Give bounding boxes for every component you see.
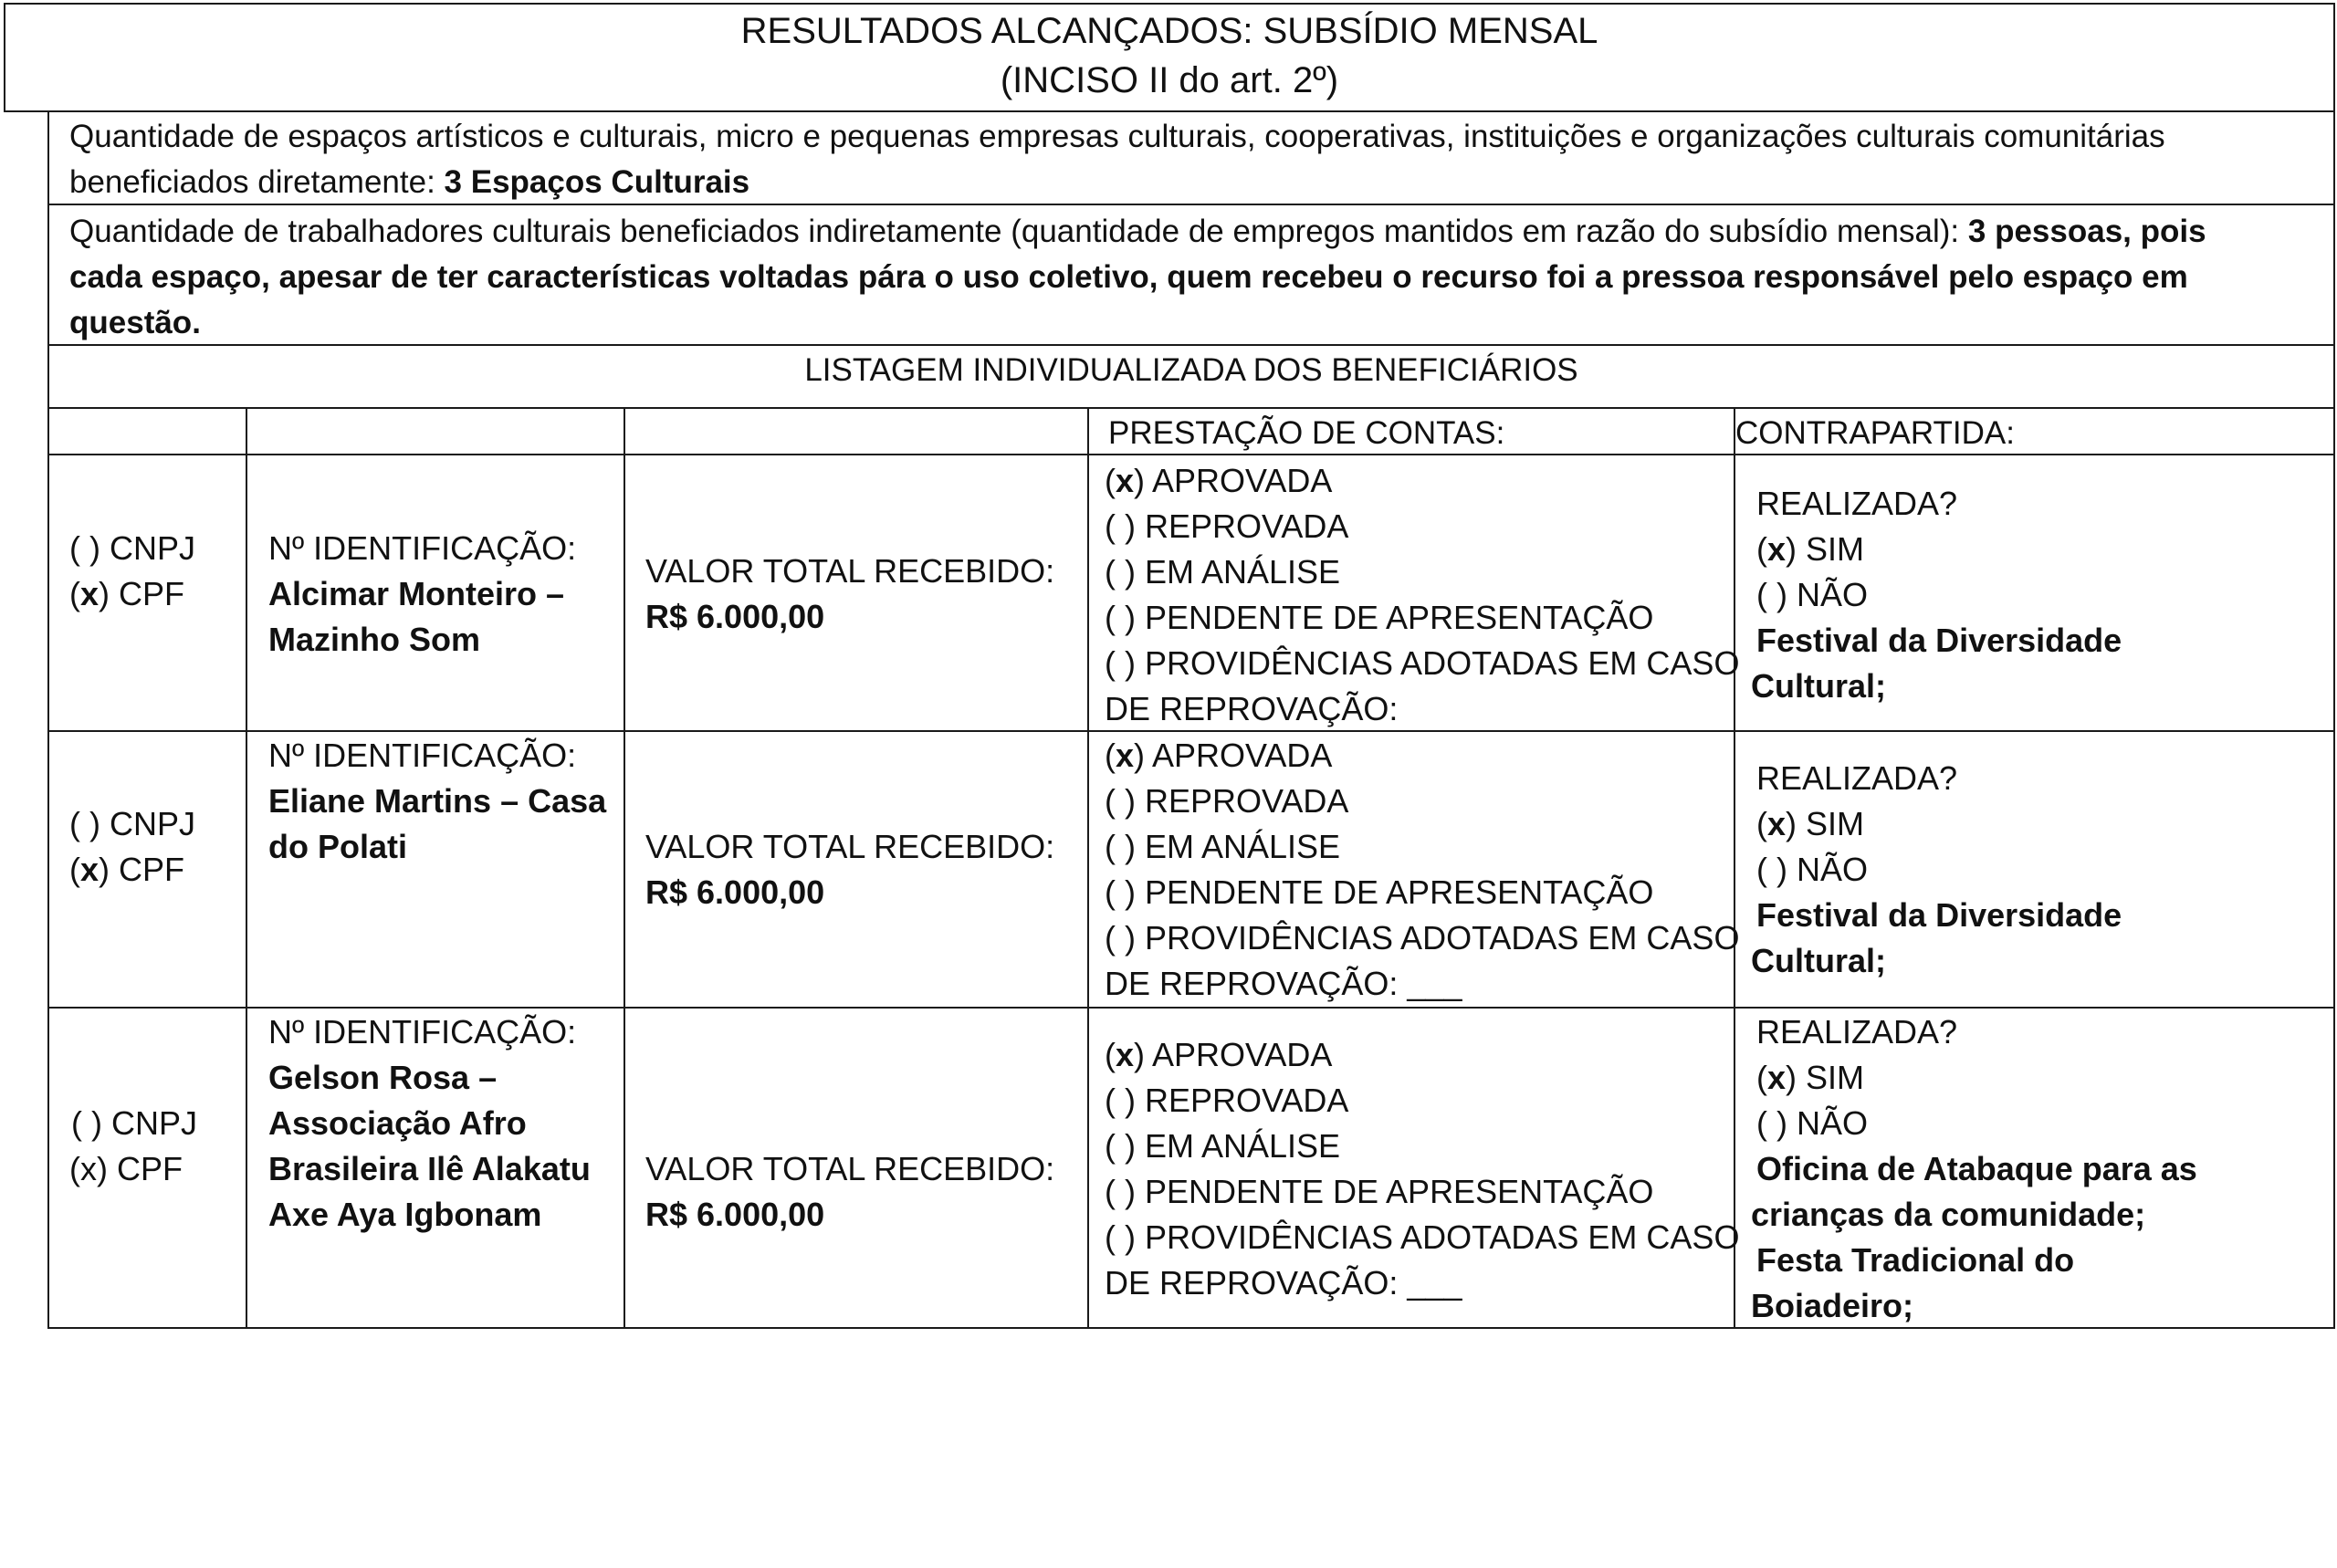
status-reprovada: ( ) REPROVADA <box>1105 507 1349 545</box>
cpf-option: (x) CPF <box>69 851 185 888</box>
valor-label: VALOR TOTAL RECEBIDO: <box>645 552 1055 590</box>
indirect-beneficiaries-value: questão. <box>69 305 201 340</box>
column-header-prestacao: PRESTAÇÃO DE CONTAS: <box>1108 415 1505 451</box>
valor-label: VALOR TOTAL RECEBIDO: <box>645 828 1055 865</box>
indirect-beneficiaries-value: 3 pessoas, pois <box>1967 214 2206 249</box>
direct-beneficiaries-label: Quantidade de espaços artísticos e culturais, micro e pequenas empresas culturais, cooperativas, instituições e organizações culturais comunitárias <box>69 119 2165 154</box>
divider <box>47 407 2335 409</box>
realizada-sim: (x) SIM <box>1756 530 1865 568</box>
column-divider <box>1734 407 1735 1329</box>
realizada-nao: ( ) NÃO <box>1756 851 1868 888</box>
beneficiary-name: Brasileira Ilê Alakatu <box>268 1150 591 1187</box>
valor-label: VALOR TOTAL RECEBIDO: <box>645 1150 1055 1187</box>
realizada-label: REALIZADA? <box>1756 759 1958 797</box>
realizada-sim: (x) SIM <box>1756 805 1865 842</box>
valor-value: R$ 6.000,00 <box>645 598 825 635</box>
status-pendente: ( ) PENDENTE DE APRESENTAÇÃO <box>1105 873 1654 911</box>
status-reprovada: ( ) REPROVADA <box>1105 1082 1349 1119</box>
contrapartida-text: Festa Tradicional do <box>1756 1241 2075 1279</box>
beneficiary-name: Axe Aya Igbonam <box>268 1196 542 1233</box>
realizada-label: REALIZADA? <box>1756 485 1958 522</box>
divider <box>47 111 49 1329</box>
contrapartida-text: Cultural; <box>1751 942 1886 979</box>
beneficiary-name: do Polati <box>268 828 407 865</box>
direct-beneficiaries-label-cont: beneficiados diretamente: <box>69 164 435 200</box>
cnpj-option: ( ) CNPJ <box>69 805 195 842</box>
status-providencias: ( ) PROVIDÊNCIAS ADOTADAS EM CASO <box>1105 919 1740 956</box>
cpf-option: (x) CPF <box>69 575 185 612</box>
document-title: RESULTADOS ALCANÇADOS: SUBSÍDIO MENSAL <box>740 11 1598 51</box>
document-subtitle: (INCISO II do art. 2º) <box>1000 60 1339 100</box>
status-em-analise: ( ) EM ANÁLISE <box>1105 828 1341 865</box>
realizada-nao: ( ) NÃO <box>1756 1104 1868 1142</box>
listing-title: LISTAGEM INDIVIDUALIZADA DOS BENEFICIÁRIOS <box>804 352 1578 388</box>
realizada-sim: (x) SIM <box>1756 1059 1865 1096</box>
realizada-label: REALIZADA? <box>1756 1013 1958 1051</box>
status-reprovacao: DE REPROVAÇÃO: ___ <box>1105 965 1462 1002</box>
column-divider <box>624 407 625 1329</box>
status-providencias: ( ) PROVIDÊNCIAS ADOTADAS EM CASO <box>1105 644 1740 682</box>
divider <box>2333 111 2335 1329</box>
valor-value: R$ 6.000,00 <box>645 1196 825 1233</box>
status-reprovada: ( ) REPROVADA <box>1105 782 1349 820</box>
contrapartida-text: Boiadeiro; <box>1751 1287 1914 1324</box>
realizada-nao: ( ) NÃO <box>1756 576 1868 613</box>
contrapartida-text: Festival da Diversidade <box>1756 622 2122 659</box>
indirect-beneficiaries-line <box>69 209 2206 255</box>
divider <box>47 344 2335 346</box>
contrapartida-text: Festival da Diversidade <box>1756 896 2122 934</box>
status-pendente: ( ) PENDENTE DE APRESENTAÇÃO <box>1105 599 1654 636</box>
status-aprovada: (x) APROVADA <box>1105 1036 1333 1073</box>
cnpj-option: ( ) CNPJ <box>71 1104 197 1142</box>
status-aprovada: (x) APROVADA <box>1105 462 1333 499</box>
direct-beneficiaries-line <box>69 160 749 205</box>
status-aprovada: (x) APROVADA <box>1105 737 1333 774</box>
beneficiary-name: Eliane Martins – Casa <box>268 782 607 820</box>
contrapartida-text: Cultural; <box>1751 667 1886 705</box>
status-reprovacao: DE REPROVAÇÃO: <box>1105 690 1399 727</box>
indirect-beneficiaries-value: cada espaço, apesar de ter características voltadas pára o uso coletivo, quem recebeu o recurso foi a pressoa responsável pelo espaço em <box>69 259 2188 295</box>
id-label: Nº IDENTIFICAÇÃO: <box>268 1013 577 1051</box>
status-reprovacao: DE REPROVAÇÃO: ___ <box>1105 1264 1462 1301</box>
column-header-contrapartida: CONTRAPARTIDA: <box>1735 415 2015 451</box>
status-providencias: ( ) PROVIDÊNCIAS ADOTADAS EM CASO <box>1105 1218 1740 1256</box>
indirect-beneficiaries-label: Quantidade de trabalhadores culturais beneficiados indiretamente (quantidade de empregos mantidos em razão do subsídio mensal): <box>69 214 1960 249</box>
status-em-analise: ( ) EM ANÁLISE <box>1105 1127 1341 1165</box>
direct-beneficiaries-value: 3 Espaços Culturais <box>444 164 750 200</box>
status-pendente: ( ) PENDENTE DE APRESENTAÇÃO <box>1105 1173 1654 1210</box>
valor-value: R$ 6.000,00 <box>645 873 825 911</box>
divider <box>47 1007 2335 1009</box>
contrapartida-text: crianças da comunidade; <box>1751 1196 2146 1233</box>
beneficiary-name: Alcimar Monteiro – <box>268 575 565 612</box>
id-label: Nº IDENTIFICAÇÃO: <box>268 529 577 567</box>
column-divider <box>246 407 247 1329</box>
beneficiary-name: Mazinho Som <box>268 621 480 658</box>
divider <box>47 110 2335 112</box>
id-label: Nº IDENTIFICAÇÃO: <box>268 737 577 774</box>
cnpj-option: ( ) CNPJ <box>69 529 195 567</box>
beneficiary-name: Associação Afro <box>268 1104 527 1142</box>
cpf-option: (x) CPF <box>69 1150 183 1187</box>
divider <box>47 1327 2335 1329</box>
contrapartida-text: Oficina de Atabaque para as <box>1756 1150 2197 1187</box>
status-em-analise: ( ) EM ANÁLISE <box>1105 553 1341 591</box>
beneficiary-name: Gelson Rosa – <box>268 1059 498 1096</box>
column-divider <box>1087 407 1089 1329</box>
